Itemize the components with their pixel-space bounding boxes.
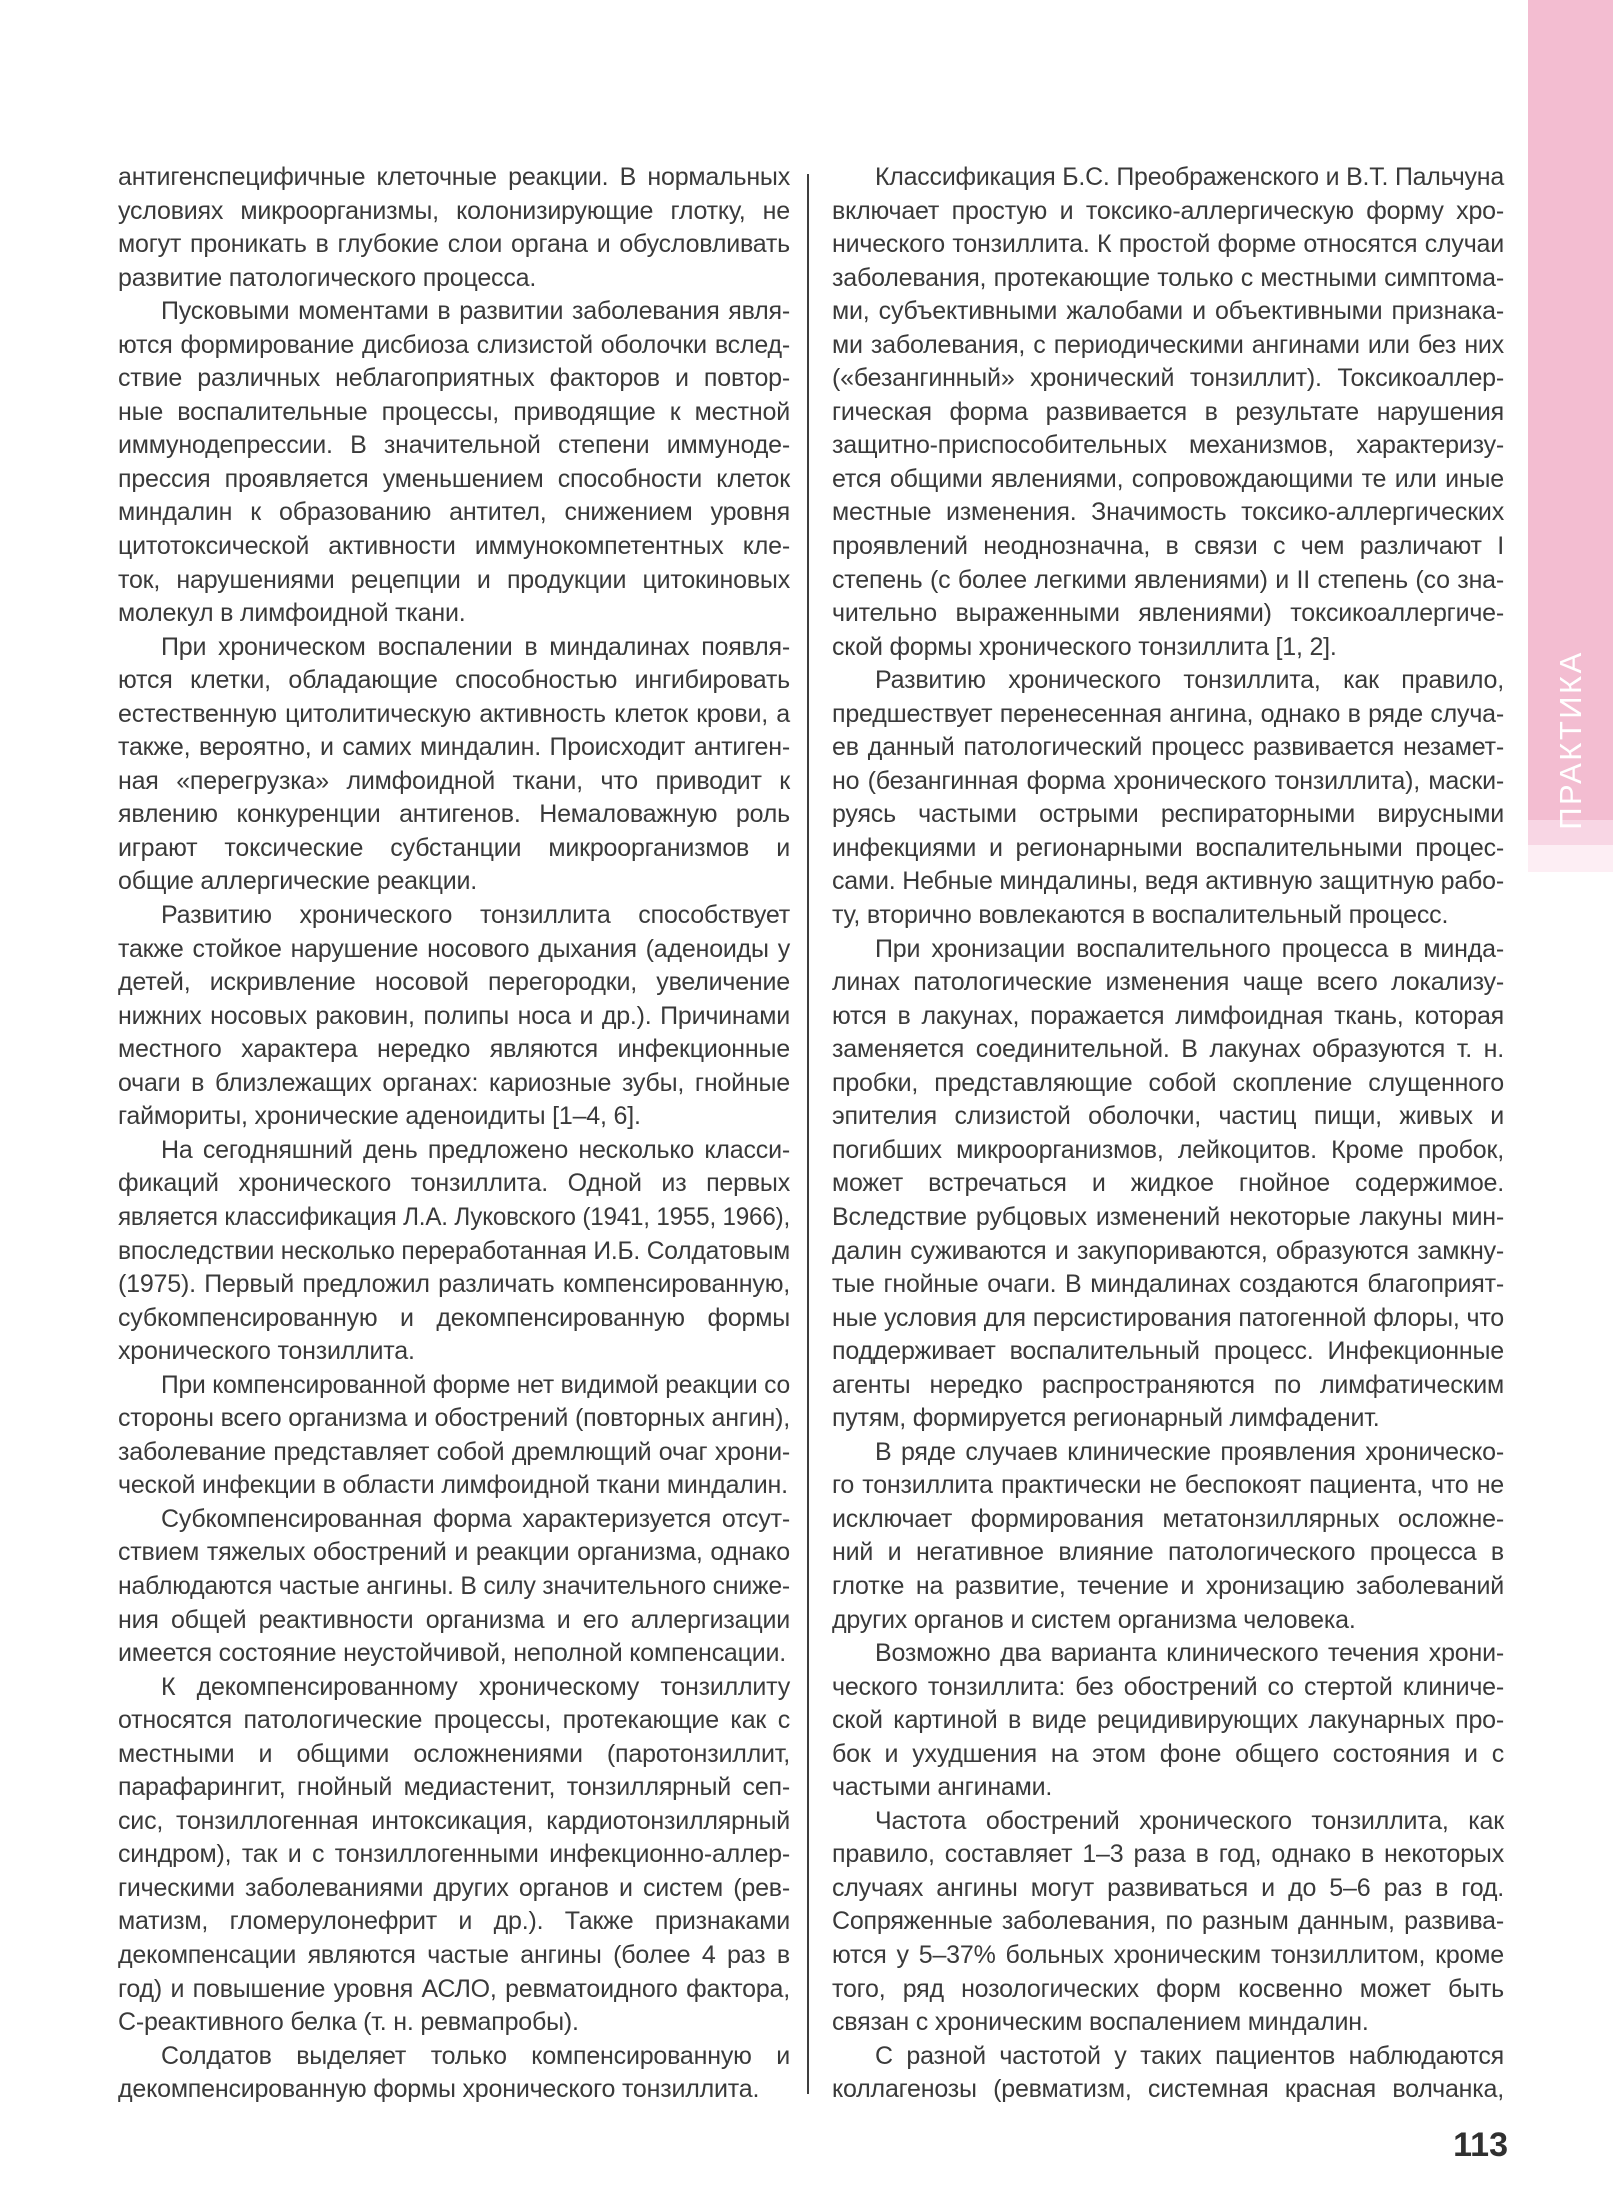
text-line: агенты нередко распространяются по лимфатическим [832,1370,1504,1399]
text-line: год) и повышение уровня АСЛО, ревматоидного фактора, [118,1974,790,2003]
text-line: Пусковыми моментами в развитии заболевания явля- [161,297,790,326]
text-line: детей, искривление носовой перегородки, увеличение [118,968,790,997]
text-line: Солдатов выделяет только компенсированную и [161,2041,790,2070]
text-line: линах патологические изменения чаще всего локализу- [832,968,1504,997]
text-line: включает простую и токсико-аллергическую форму хро- [832,196,1504,225]
text-line: иммунодепрессии. В значительной степени иммуноде- [118,431,790,460]
text-line: является классификация Л.А. Луковского (1941, 1955, 1966), [118,1202,790,1231]
text-line: ется общими явлениями, сопровождающими те или иные [832,464,1504,493]
text-line: При хронизации воспалительного процесса в минда- [875,934,1504,963]
text-line: хронического тонзиллита. [118,1337,415,1366]
text-line: ные условия для персистирования патогенной флоры, что [832,1303,1504,1332]
text-line: Классификация Б.С. Преображенского и В.Т. Пальчуна [875,163,1504,191]
text-line: декомпенсированную формы хронического тонзиллита. [118,2075,760,2104]
text-line: ные воспалительные процессы, приводящие к местной [118,397,790,426]
text-line: прессия проявляется уменьшением способности клеток [118,464,790,493]
text-line: матизм, гломерулонефрит и др.). Также признаками [118,1907,790,1936]
text-line: защитно-приспособительных механизмов, характеризу- [832,431,1504,460]
text-line: ческой инфекции в области лимфоидной ткани миндалин. [118,1471,788,1500]
text-line: также стойкое нарушение носового дыхания (аденоиды у [118,934,790,963]
text-line: При компенсированной форме нет видимой реакции со [161,1370,790,1399]
text-line: (1975). Первый предложил различать компенсированную, [118,1270,790,1299]
text-line: далин суживаются и закупориваются, образуются замкну- [832,1236,1504,1265]
text-line: других органов и систем организма человека. [832,1605,1356,1634]
text-line: Сопряженные заболевания, по разным данным, развива- [832,1907,1504,1936]
text-line: ми заболевания, с периодическими ангинами или без них [832,330,1504,359]
text-line: ствие различных неблагоприятных факторов и повтор- [118,364,790,393]
text-line: ная «перегрузка» лимфоидной ткани, что приводит к [118,766,790,795]
text-line: также, вероятно, и самих миндалин. Происходит антиген- [118,733,790,762]
text-line: ской формы хронического тонзиллита [1, 2]. [832,632,1337,661]
column-divider [807,174,809,2094]
text-line: играют токсические субстанции микроорганизмов и [118,833,790,862]
text-line: гаймориты, хронические аденоидиты [1–4, 6]. [118,1102,641,1131]
text-line: путям, формируется регионарный лимфаденит. [832,1404,1380,1433]
text-line: Возможно два варианта клинического течения хрони- [875,1639,1504,1668]
text-line: Развитию хронического тонзиллита, как правило, [875,666,1504,695]
text-line: ствием тяжелых обострений и реакции организма, однако [118,1538,790,1567]
text-line: того, ряд нозологических форм косвенно может быть [832,1974,1504,2003]
text-line: относятся патологические процессы, протекающие как с [118,1706,790,1735]
text-line: заболевания, протекающие только с местными симптома- [832,263,1504,292]
text-line: связан с хроническим воспалением миндалин. [832,2008,1369,2037]
text-line: субкомпенсированную и декомпенсированную формы [118,1303,790,1332]
left-column [118,163,790,2109]
text-line: инфекциями и регионарными воспалительными процес- [832,833,1504,862]
text-line: общие аллергические реакции. [118,867,477,896]
text-line: местными и общими осложнениями (паротонзиллит, [118,1739,790,1768]
text-line: эпителия слизистой оболочки, частиц пищи, живых и [832,1102,1504,1131]
text-line: ту, вторично вовлекаются в воспалительный процесс. [832,901,1449,930]
text-line: имеется состояние неустойчивой, неполной компенсации. [118,1639,787,1668]
text-line: синдром), так и с тонзиллогенными инфекционно-аллер- [118,1840,790,1869]
text-line: степень (с более легкими явлениями) и II степень (со зна- [832,565,1504,594]
text-line: руясь частыми острыми респираторными вирусными [832,800,1504,829]
text-line: В ряде случаев клинические проявления хроническо- [875,1437,1504,1466]
text-line: условиях микроорганизмы, колонизирующие глотку, не [118,196,790,225]
text-line: ческого тонзиллита: без обострений со стертой клиниче- [832,1672,1504,1701]
text-line: исключает формирования метатонзиллярных осложне- [832,1504,1504,1533]
text-line: коллагенозы (ревматизм, системная красная волчанка, [832,2075,1504,2104]
text-line: Субкомпенсированная форма характеризуется отсут- [161,1504,790,1533]
text-line: частыми ангинами. [832,1773,1053,1802]
text-line: Частота обострений хронического тонзиллита, как [875,1806,1504,1835]
text-line: Вследствие рубцовых изменений некоторые лакуны мин- [832,1202,1504,1231]
text-line: парафарингит, гнойный медиастенит, тонзиллярный сеп- [118,1773,790,1802]
text-line: чительно выраженными явлениями) токсикоаллергиче- [832,599,1504,628]
text-line: молекул в лимфоидной ткани. [118,599,466,628]
text-line: ток, нарушениями рецепции и продукции цитокиновых [118,565,790,594]
text-line: ми, субъективными жалобами и объективными признака- [832,297,1504,326]
text-line: может встречаться и жидкое гнойное содержимое. [832,1169,1504,1198]
text-line: проявлений неоднозначна, в связи с чем различают I [832,532,1504,561]
text-line: К декомпенсированному хроническому тонзиллиту [161,1672,790,1701]
text-line: цитотоксической активности иммунокомпетентных кле- [118,532,790,561]
text-line: ния общей реактивности организма и его аллергизации [118,1605,790,1634]
text-line: очаги в близлежащих органах: кариозные зубы, гнойные [118,1068,790,1097]
text-line: го тонзиллита практически не беспокоят пациента, что не [832,1471,1504,1500]
text-line: заболевание представляет собой дремлющий очаг хрони- [118,1437,790,1466]
text-line: сис, тонзиллогенная интоксикация, кардиотонзиллярный [118,1806,790,1835]
text-line: миндалин к образованию антител, снижением уровня [118,498,790,527]
sidebar-label-wrap [1528,635,1613,845]
text-line: бок и ухудшения на этом фоне общего состояния и с [832,1739,1504,1768]
text-line: С разной частотой у таких пациентов наблюдаются [875,2041,1504,2070]
text-line: Развитию хронического тонзиллита способствует [161,901,790,930]
text-line: заменяется соединительной. В лакунах образуются т. н. [832,1035,1504,1064]
text-line: При хроническом воспалении в миндалинах появля- [161,632,790,661]
text-line: но (безангинная форма хронического тонзиллита), маски- [832,766,1504,795]
text-line: естественную цитолитическую активность клеток крови, а [118,699,790,728]
text-line: правило, составляет 1–3 раза в год, однако в некоторых [832,1840,1504,1869]
text-line: могут проникать в глубокие слои органа и обусловливать [118,230,790,259]
text-line: нижних носовых раковин, полипы носа и др.). Причинами [118,1001,790,1030]
text-line: гическая форма развивается в результате нарушения [832,397,1504,426]
right-column [832,163,1504,2109]
text-line: гическими заболеваниями других органов и систем (рев- [118,1873,790,1902]
text-line: декомпенсации являются частые ангины (более 4 раз в [118,1940,790,1969]
text-line: ются в лакунах, поражается лимфоидная ткань, которая [832,1001,1504,1030]
text-line: поддерживает воспалительный процесс. Инфекционные [832,1337,1504,1366]
sidebar-section-label: ПРАКТИКА [1552,650,1588,830]
text-line: На сегодняшний день предложено несколько класси- [161,1135,790,1164]
page-number: 113 [1453,2126,1508,2164]
text-line: ний и негативное влияние патологического процесса в [832,1538,1504,1567]
text-line: местные изменения. Значимость токсико-аллергических [832,498,1504,527]
text-line: («безангинный» хронический тонзиллит). Токсикоаллер- [832,364,1504,393]
text-line: местного характера нередко являются инфекционные [118,1035,790,1064]
text-line: сами. Небные миндалины, ведя активную защитную рабо- [832,867,1504,896]
text-line: развитие патологического процесса. [118,263,537,292]
text-line: наблюдаются частые ангины. В силу значительного сниже- [118,1571,790,1600]
text-line: антигенспецифичные клеточные реакции. В нормальных [118,163,790,191]
text-line: ются клетки, обладающие способностью ингибировать [118,666,790,695]
text-line: ются формирование дисбиоза слизистой оболочки вслед- [118,330,790,359]
text-line: ются у 5–37% больных хроническим тонзиллитом, кроме [832,1940,1504,1969]
text-line: случаях ангины могут развиваться и до 5–6 раз в год. [832,1873,1504,1902]
text-line: ев данный патологический процесс развивается незамет- [832,733,1504,762]
text-line: предшествует перенесенная ангина, однако в ряде случа- [832,699,1504,728]
text-line: явлению конкуренции антигенов. Немаловажную роль [118,800,790,829]
text-line: глотке на развитие, течение и хронизацию заболеваний [832,1571,1504,1600]
text-line: нического тонзиллита. К простой форме относятся случаи [832,230,1504,259]
text-line: тые гнойные очаги. В миндалинах создаются благоприят- [832,1270,1504,1299]
text-line: погибших микроорганизмов, лейкоцитов. Кроме пробок, [832,1135,1504,1164]
text-line: стороны всего организма и обострений (повторных ангин), [118,1404,790,1433]
text-line: фикаций хронического тонзиллита. Одной из первых [118,1169,790,1198]
text-line: С-реактивного белка (т. н. ревмапробы). [118,2008,579,2037]
text-line: пробки, представляющие собой скопление слущенного [832,1068,1504,1097]
text-line: ской картиной в виде рецидивирующих лакунарных про- [832,1706,1504,1735]
text-line: впоследствии несколько переработанная И.Б. Солдатовым [118,1236,790,1265]
